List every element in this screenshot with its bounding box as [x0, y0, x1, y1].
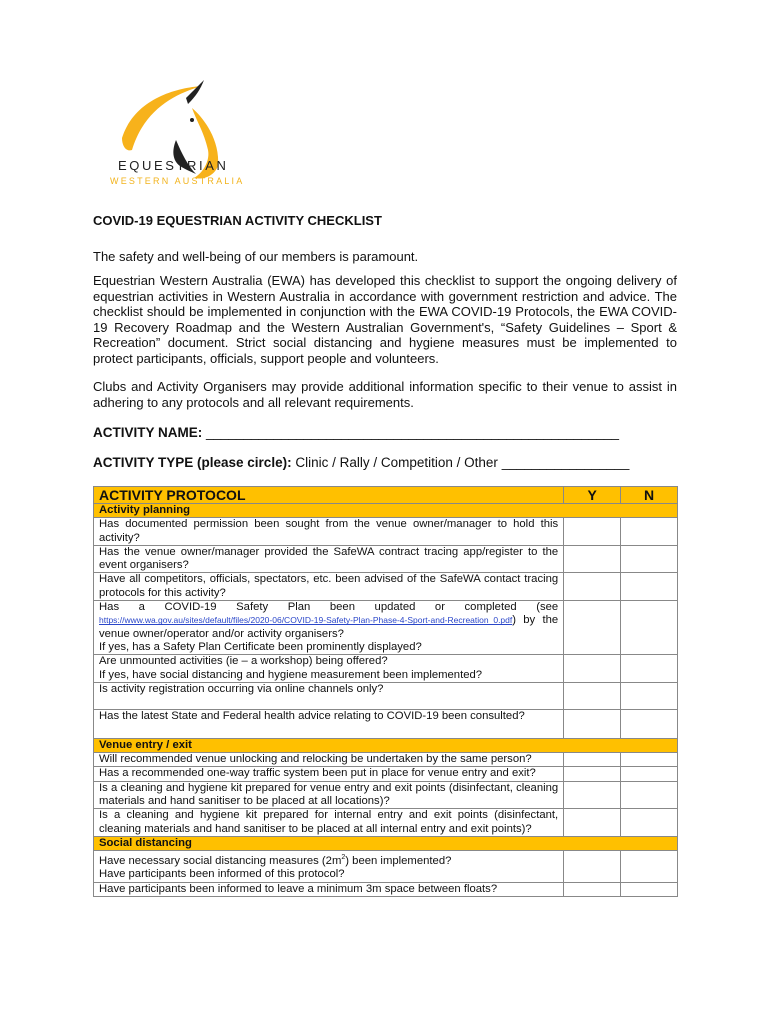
yes-cell[interactable]	[564, 753, 621, 767]
section-title: Venue entry / exit	[94, 738, 678, 752]
table-row	[94, 682, 678, 709]
section-title: Social distancing	[94, 836, 678, 850]
activity-type-field[interactable]	[93, 455, 629, 470]
no-cell[interactable]	[621, 882, 678, 896]
yes-cell[interactable]	[564, 767, 621, 781]
question: Is a cleaning and hygiene kit prepared for venue entry and exit points (disinfectant, cleaning materials and hand sanitiser to be placed at all locations)?	[94, 781, 564, 809]
protocol-header: ACTIVITY PROTOCOL	[94, 487, 564, 504]
question: Has a recommended one-way traffic system been put in place for venue entry and exit?	[94, 767, 564, 781]
no-cell[interactable]	[621, 767, 678, 781]
question-text: Are unmounted activities (ie – a workshop) being offered?	[99, 655, 388, 668]
question-text: If yes, has a Safety Plan Certificate been prominently displayed?	[99, 640, 422, 653]
question: Have all competitors, officials, spectators, etc. been advised of the SafeWA contact tracing protocols for this activity?	[94, 573, 564, 601]
no-cell[interactable]	[621, 682, 678, 709]
yes-cell[interactable]	[564, 851, 621, 882]
superscript: 2	[341, 854, 346, 862]
description-paragraph: Equestrian Western Australia (EWA) has developed this checklist to support the ongoing delivery of equestrian activities in Western Australia in accordance with government restriction and advice. The checklist should be implemented in conjunction with the EWA COVID-19 Protocols, the EWA COVID-19 Recovery Roadmap and the Western Australian Government's, “Safety Guidelines – Sport & Recreation” document. Strict social distancing and hygiene measures must be implemented to protect participants, officials, support people and volunteers.	[93, 273, 677, 366]
yes-cell[interactable]	[564, 882, 621, 896]
question-text: Have necessary social distancing measures (2m	[99, 855, 342, 867]
question: Has the venue owner/manager provided the SafeWA contract tracing app/register to the event organisers?	[94, 545, 564, 573]
table-row	[94, 601, 678, 655]
table-row	[94, 753, 678, 767]
yes-cell[interactable]	[564, 809, 621, 837]
no-cell[interactable]	[621, 709, 678, 738]
table-header-row	[94, 487, 678, 504]
clubs-paragraph: Clubs and Activity Organisers may provide additional information specific to their venue to assist in adhering to any protocols and all relevant requirements.	[93, 379, 677, 410]
question-text: Has a COVID-19 Safety Plan been updated or completed (see	[99, 601, 559, 614]
question: Have participants been informed to leave a minimum 3m space between floats?	[94, 882, 564, 896]
safety-plan-link[interactable]: https://www.wa.gov.au/sites/default/files/2020-06/COVID-19-Safety-Plan-Phase-4-Sport-and-Recreation_0.pdf	[99, 615, 513, 626]
question-text: ) been implemented?	[345, 855, 452, 867]
table-row	[94, 882, 678, 896]
equestrian-wa-logo	[104, 80, 244, 190]
no-cell[interactable]	[621, 753, 678, 767]
activity-name-label: ACTIVITY NAME:	[93, 425, 203, 440]
table-row	[94, 709, 678, 738]
intro-paragraph: The safety and well-being of our members is paramount.	[93, 249, 419, 264]
yes-cell[interactable]	[564, 573, 621, 601]
yes-cell[interactable]	[564, 545, 621, 573]
table-row	[94, 518, 678, 546]
table-row	[94, 573, 678, 601]
table-row	[94, 767, 678, 781]
activity-type-label: ACTIVITY TYPE (please circle):	[93, 455, 292, 470]
no-cell[interactable]	[621, 573, 678, 601]
table-row	[94, 655, 678, 683]
no-cell[interactable]	[621, 851, 678, 882]
question: Will recommended venue unlocking and relocking be undertaken by the same person?	[94, 753, 564, 767]
no-cell[interactable]	[621, 781, 678, 809]
no-cell[interactable]	[621, 601, 678, 655]
no-cell[interactable]	[621, 655, 678, 683]
yes-cell[interactable]	[564, 518, 621, 546]
question-text: If yes, have social distancing and hygiene measurement been implemented?	[99, 668, 483, 681]
section-title: Activity planning	[94, 504, 678, 518]
table-row	[94, 809, 678, 837]
section-row	[94, 504, 678, 518]
yes-cell[interactable]	[564, 709, 621, 738]
question-text: ) by the venue owner/operator and/or activity organisers?	[99, 614, 559, 640]
yes-header: Y	[564, 487, 621, 504]
logo-title: EQUESTRIAN	[118, 158, 229, 173]
no-cell[interactable]	[621, 545, 678, 573]
logo-subtitle: WESTERN AUSTRALIA	[110, 176, 245, 186]
question: Is a cleaning and hygiene kit prepared for internal entry and exit points (disinfectant, cleaning materials and hand sanitiser to be placed at all internal entry and exit points)?	[94, 809, 564, 837]
table-row	[94, 851, 678, 882]
yes-cell[interactable]	[564, 601, 621, 655]
question	[94, 655, 564, 683]
section-row	[94, 738, 678, 752]
yes-cell[interactable]	[564, 781, 621, 809]
no-cell[interactable]	[621, 809, 678, 837]
table-row	[94, 545, 678, 573]
yes-cell[interactable]	[564, 682, 621, 709]
question: Has the latest State and Federal health advice relating to COVID-19 been consulted?	[94, 709, 564, 738]
no-cell[interactable]	[621, 518, 678, 546]
activity-name-blank[interactable]: _______________________________________________________	[206, 425, 619, 440]
document-title: COVID-19 EQUESTRIAN ACTIVITY CHECKLIST	[93, 213, 382, 228]
activity-name-field[interactable]	[93, 425, 619, 440]
activity-type-blank[interactable]: _________________	[501, 455, 630, 470]
checklist-table	[93, 486, 678, 897]
question: Is activity registration occurring via online channels only?	[94, 682, 564, 709]
question-text: Have participants been informed of this protocol?	[99, 868, 345, 881]
yes-cell[interactable]	[564, 655, 621, 683]
section-row	[94, 836, 678, 850]
no-header: N	[621, 487, 678, 504]
table-row	[94, 781, 678, 809]
question	[94, 601, 564, 655]
question: Has documented permission been sought from the venue owner/manager to hold this activity?	[94, 518, 564, 546]
question	[94, 851, 564, 882]
activity-type-options[interactable]: Clinic / Rally / Competition / Other	[295, 455, 498, 470]
